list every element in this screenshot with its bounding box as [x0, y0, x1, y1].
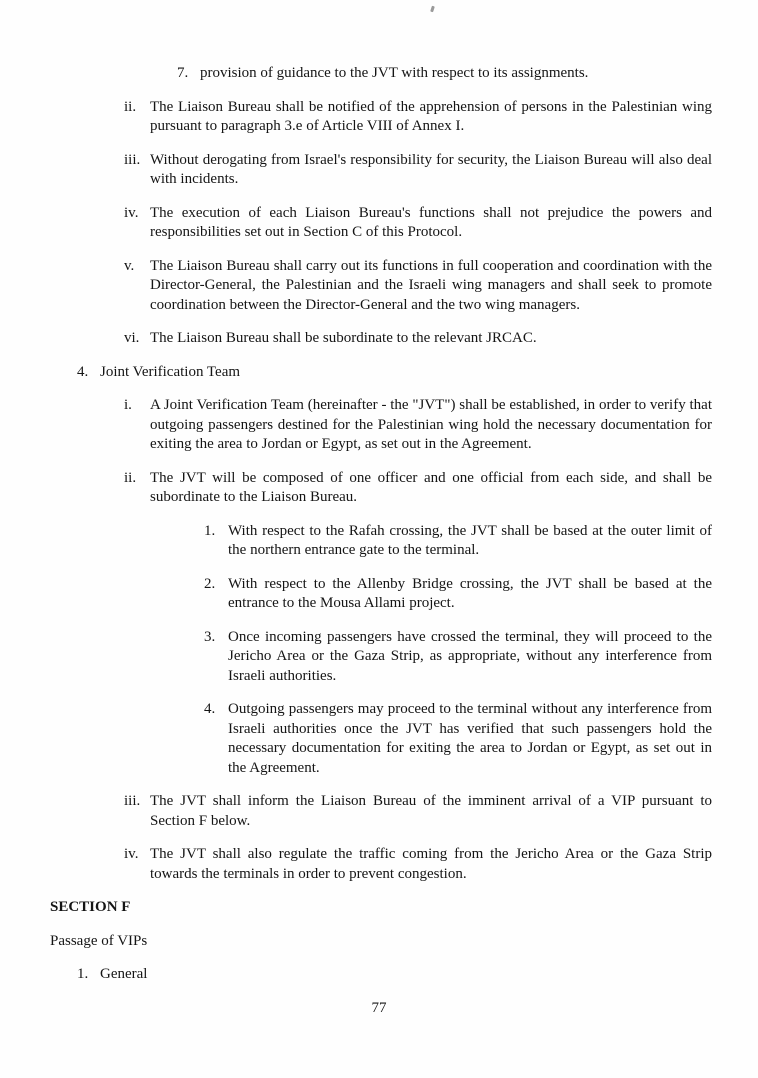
list-item-v — [50, 257, 712, 316]
list-text: With respect to the Allenby Bridge crossing, the JVT shall be based at the entrance to the Mousa Allami project. — [228, 575, 712, 611]
list-item-2 — [50, 575, 712, 614]
list-item-7 — [50, 64, 712, 84]
list-text: General — [100, 966, 148, 982]
section-subheading: Passage of VIPs — [50, 932, 148, 949]
list-text: provision of guidance to the JVT with respect to its assignments. — [200, 65, 589, 81]
list-item-4 — [50, 700, 712, 778]
list-item-1 — [50, 522, 712, 561]
list-text: The Liaison Bureau shall be subordinate to the relevant JRCAC. — [150, 330, 537, 346]
page-number: 77 — [371, 1000, 387, 1016]
list-item-iii-2 — [50, 792, 712, 831]
scan-artifact-mark — [430, 6, 435, 13]
list-item-ii-2 — [50, 469, 712, 508]
list-marker: iii. — [124, 793, 141, 809]
list-marker: iv. — [124, 846, 139, 862]
list-text: The JVT shall also regulate the traffic coming from the Jericho Area or the Gaza Strip towards the terminals in order to prevent congestion. — [150, 846, 712, 882]
section-heading: SECTION F — [50, 899, 131, 915]
list-marker: 3. — [204, 628, 216, 645]
list-marker: iv. — [124, 204, 139, 221]
list-text: Once incoming passengers have crossed the terminal, they will proceed to the Jericho Area or the Gaza Strip, as appropriate, without any interference from Israeli authorities. — [228, 628, 712, 684]
list-item-iv-2 — [50, 845, 712, 884]
list-item-general — [50, 965, 712, 985]
document-body — [50, 64, 712, 999]
list-text: Outgoing passengers may proceed to the terminal without any interference from Israeli authorities once the JVT has verified that such passengers hold the necessary documentation for exiting the area to Jordan or Egypt, as set out in the Agreement. — [228, 701, 712, 776]
list-marker: 1. — [77, 966, 89, 982]
list-marker: ii. — [124, 98, 137, 115]
list-item-3 — [50, 628, 712, 687]
list-marker: 4. — [204, 701, 216, 717]
list-marker: ii. — [124, 469, 137, 486]
list-item-iv — [50, 204, 712, 243]
list-text: The Liaison Bureau shall be notified of the apprehension of persons in the Palestinian wing pursuant to paragraph 3.e of Article VIII of Annex I. — [150, 98, 712, 134]
list-marker: vi. — [124, 330, 140, 346]
list-marker: v. — [124, 257, 135, 274]
list-marker: 2. — [204, 575, 216, 592]
list-item-iii — [50, 151, 712, 190]
list-text: The Liaison Bureau shall carry out its functions in full cooperation and coordination with the Director-General, the Palestinian and the Israeli wing managers and shall seek to promote coordination between the Director-General and the two wing managers. — [150, 257, 712, 313]
list-item-ii — [50, 98, 712, 137]
list-text: The JVT shall inform the Liaison Bureau of the imminent arrival of a VIP pursuant to Section F below. — [150, 793, 712, 829]
list-item-4-heading — [50, 363, 712, 383]
list-item-vi — [50, 329, 712, 349]
list-text: Without derogating from Israel's responsibility for security, the Liaison Bureau will also deal with incidents. — [150, 151, 712, 187]
list-marker: i. — [124, 397, 132, 413]
list-marker: iii. — [124, 151, 141, 168]
list-marker: 7. — [177, 65, 189, 81]
list-text: The execution of each Liaison Bureau's functions shall not prejudice the powers and responsibilities set out in Section C of this Protocol. — [150, 204, 712, 240]
list-text: With respect to the Rafah crossing, the JVT shall be based at the outer limit of the northern entrance gate to the terminal. — [228, 522, 712, 558]
list-marker: 1. — [204, 522, 216, 539]
list-text: The JVT will be composed of one officer and one official from each side, and shall be subordinate to the Liaison Bureau. — [150, 469, 712, 505]
list-marker: 4. — [77, 363, 89, 380]
list-text: Joint Verification Team — [100, 363, 241, 380]
list-item-i — [50, 396, 712, 455]
list-text: A Joint Verification Team (hereinafter - the "JVT") shall be established, in order to verify that outgoing passengers destined for the Palestinian wing hold the necessary documentation for exiting the area to Jordan or Egypt, as set out in the Agreement. — [150, 397, 712, 452]
